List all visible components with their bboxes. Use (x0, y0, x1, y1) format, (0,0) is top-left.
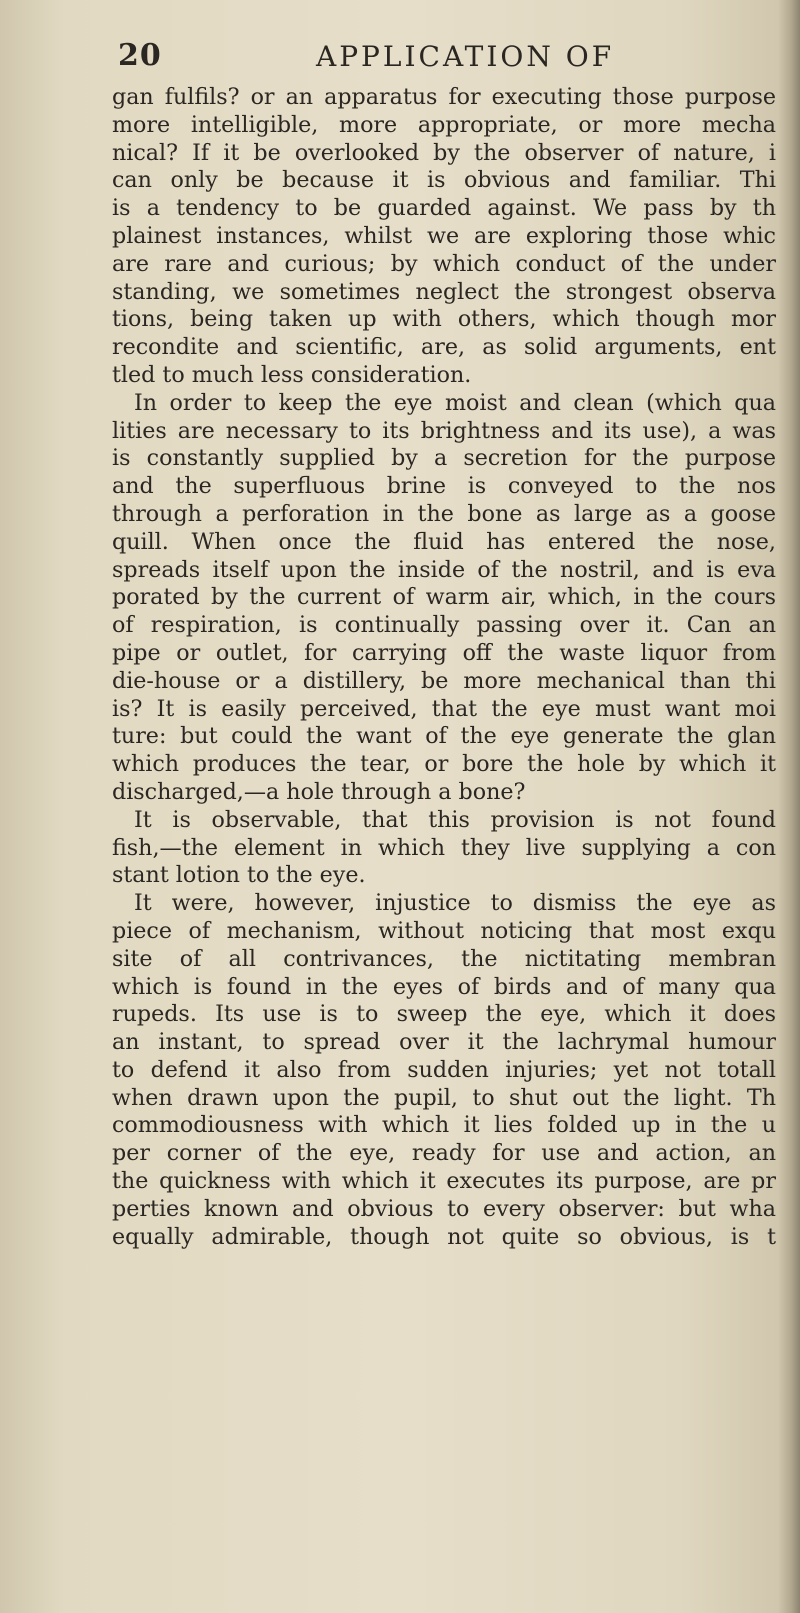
text-line: pipe or outlet, for carrying off the waste liquor from (112, 639, 776, 666)
text-line: ture: but could the want of the eye generate the glan (112, 723, 776, 750)
text-line: the quickness with which it executes its purpose, are pr (112, 1168, 776, 1195)
text-line: It were, however, injustice to dismiss the eye as (134, 890, 776, 917)
text-line: lities are necessary to its brightness and its use), a was (112, 417, 776, 444)
text-line: fish,—the element in which they live supplying a con (112, 834, 776, 861)
text-line: tions, being taken up with others, which though mor (112, 306, 776, 333)
text-line: is? It is easily perceived, that the eye must want moi (112, 695, 776, 722)
page-header (118, 38, 778, 82)
text-line: die-house or a distillery, be more mechanical than thi (112, 667, 776, 694)
text-line: spreads itself upon the inside of the nostril, and is eva (112, 556, 776, 583)
text-line: commodiousness with which it lies folded up in the u (112, 1112, 776, 1139)
text-line: through a perforation in the bone as large as a goose (112, 500, 776, 527)
text-line: plainest instances, whilst we are exploring those whic (112, 222, 776, 249)
text-line: stant lotion to the eye. (112, 862, 366, 889)
text-line: perties known and obvious to every observer: but wha (112, 1195, 776, 1222)
body-text (112, 84, 776, 1251)
text-line: is a tendency to be guarded against. We pass by th (112, 195, 776, 222)
text-line: In order to keep the eye moist and clean (which qua (134, 389, 776, 416)
text-line: tled to much less consideration. (112, 361, 472, 388)
page-number: 20 (118, 38, 162, 73)
text-line: are rare and curious; by which conduct of the under (112, 250, 776, 277)
text-line: gan fulfils? or an apparatus for executing those purpose (112, 84, 776, 110)
text-line: nical? If it be overlooked by the observer of nature, i (112, 139, 776, 166)
text-line: It is observable, that this provision is not found (134, 806, 776, 833)
text-line: discharged,—a hole through a bone? (112, 778, 526, 805)
text-line: which produces the tear, or bore the hole by which it (112, 751, 776, 778)
text-line: of respiration, is continually passing over it. Can an (112, 612, 776, 639)
text-line: recondite and scientific, are, as solid arguments, ent (112, 334, 776, 361)
text-line: rupeds. Its use is to sweep the eye, which it does (112, 1001, 776, 1028)
text-line: more intelligible, more appropriate, or more mecha (112, 111, 776, 138)
text-line: site of all contrivances, the nictitating membran (112, 945, 776, 972)
text-line: and the superfluous brine is conveyed to the nos (112, 473, 776, 500)
text-line: when drawn upon the pupil, to shut out the light. Th (112, 1084, 776, 1111)
text-line: porated by the current of warm air, which, in the cours (112, 584, 776, 611)
text-line: per corner of the eye, ready for use and action, an (112, 1140, 776, 1167)
text-line: to defend it also from sudden injuries; yet not totall (112, 1056, 776, 1083)
text-line: piece of mechanism, without noticing that most exqu (112, 917, 776, 944)
running-title: APPLICATION OF (316, 40, 615, 73)
page-edge-shadow (778, 0, 800, 1613)
text-line: which is found in the eyes of birds and of many qua (112, 973, 776, 1000)
text-line: can only be because it is obvious and familiar. Thi (112, 167, 776, 194)
text-line: equally admirable, though not quite so obvious, is t (112, 1223, 776, 1250)
text-line: quill. When once the fluid has entered the nose, (112, 528, 776, 555)
text-line: standing, we sometimes neglect the strongest observa (112, 278, 776, 305)
text-line: is constantly supplied by a secretion for the purpose (112, 445, 776, 472)
text-line: an instant, to spread over it the lachrymal humour (112, 1029, 776, 1056)
